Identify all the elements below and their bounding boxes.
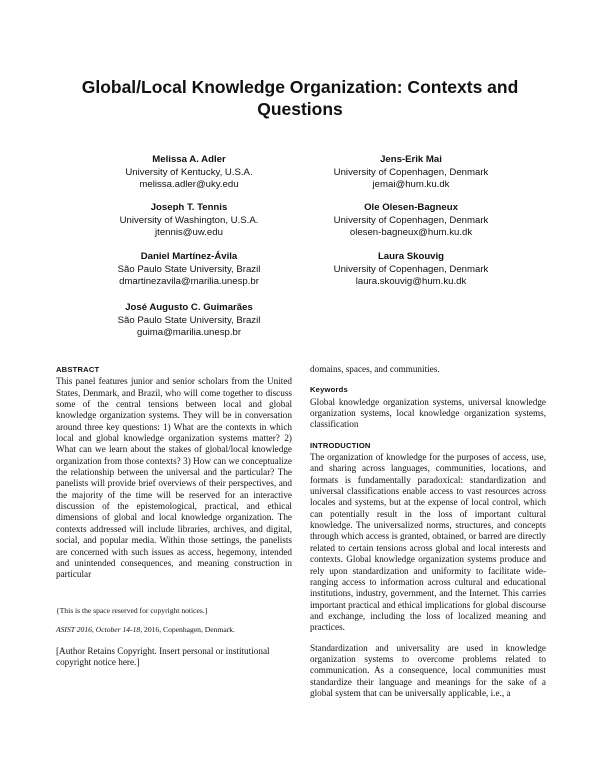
author-block [296, 202, 526, 240]
copyright-notice: {This is the space reserved for copyright notices.] [56, 606, 208, 615]
author-email: olesen-bagneux@hum.ku.dk [349, 227, 473, 239]
author-name: Daniel Martínez-Ávila [140, 251, 238, 262]
conference-line [56, 625, 292, 635]
keywords-heading: Keywords [310, 385, 348, 395]
author-block [74, 154, 304, 192]
abstract-heading: ABSTRACT [56, 365, 100, 374]
author-affiliation: University of Copenhagen, Denmark [333, 214, 489, 226]
author-email: laura.skouvig@hum.ku.dk [355, 276, 467, 288]
author-affiliation: São Paulo State University, Brazil [117, 263, 261, 275]
author-block [74, 202, 304, 240]
author-block [74, 251, 304, 289]
author-email: melissa.adler@uky.edu [139, 179, 239, 191]
author-email: jemai@hum.ku.dk [372, 179, 450, 191]
author-block [74, 302, 304, 340]
keywords-text: Global knowledge organization systems, universal knowledge organization systems, local knowledge organization systems, classification [310, 396, 546, 430]
author-name: Jens-Erik Mai [380, 154, 442, 165]
introduction-heading: INTRODUCTION [310, 440, 371, 450]
abstract-continuation: domains, spaces, and communities. [310, 364, 440, 374]
author-block [296, 154, 526, 192]
left-column [56, 364, 292, 581]
author-affiliation: University of Copenhagen, Denmark [333, 263, 489, 275]
author-affiliation: University of Washington, U.S.A. [119, 214, 259, 226]
author-affiliation: São Paulo State University, Brazil [117, 314, 261, 326]
author-block [296, 251, 526, 289]
abstract-text: This panel features junior and senior scholars from the United States, Denmark, and Brazil, who will come together to discuss some of the central tensions between local and global knowledge organization systems. They will be in conversation around three key questions: 1) What are the contexts in which local and global knowledge organization systems matter? 2) What can we learn about the stakes of global/local knowledge organization from those contexts? 3) How can we conceptualize the relationship between the universal and the particular? The panelists will provide brief overviews of their perspectives, and the majority of the time will be reserved for an interactive discussion of the epistemological, practical, and ethical dimensions of global and local knowledge organization. The contexts addressed will include libraries, archives, and digital, social, and popular media. Within those settings, the panelists are concerned with such issues as access, hegemony, intended and unintended consequences, and meaning construction in particular [56, 376, 292, 580]
author-affiliation: University of Copenhagen, Denmark [333, 166, 489, 178]
conference-name: ASIST 2016, October 14-18, [56, 625, 143, 634]
author-name: Ole Olesen-Bagneux [364, 202, 458, 213]
paper-title: Global/Local Knowledge Organization: Contexts and Questions [81, 77, 519, 119]
author-affiliation: University of Kentucky, U.S.A. [125, 166, 253, 178]
introduction-paragraph: The organization of knowledge for the purposes of access, use, and sharing across languages, communities, locations, and formats is fundamentally paradoxical: standardization and universal classifications enable access to vast resources across locales and systems, but at the expense of local control, which can potentially result in the loss of important cultural knowledge. The universalized norms, structures, and concepts through which access is granted, obtained, or barred are directly related to certain tensions across global and local interests and contexts. Global knowledge organization systems produce and rely upon standardization and uniformity to facilitate wide-ranging access to information across cultural and educational institutions, industry, government, and the Internet. This carries important practical and ethical implications for global discourse and exchange, including the loss of localized meaning and practices. [310, 452, 546, 633]
author-email: dmartinezavila@marilia.unesp.br [119, 276, 259, 288]
author-name: Laura Skouvig [377, 251, 445, 262]
author-email: jtennis@uw.edu [155, 227, 223, 239]
right-column [310, 364, 546, 699]
author-email: guima@marilia.unesp.br [136, 327, 242, 339]
introduction-paragraph: Standardization and universality are used in knowledge organization systems to overcome problems related to communication. As a consequence, local communities must standardize their language and meanings for the sake of a global system that can be universally applicable, i.e., a [310, 642, 546, 698]
conference-location: 2016, Copenhagen, Denmark. [142, 625, 235, 634]
author-name: Melissa A. Adler [152, 154, 226, 165]
author-copyright-notice: [Author Retains Copyright. Insert personal or institutional copyright notice here.] [56, 646, 270, 668]
author-name: José Augusto C. Guimarães [125, 302, 253, 313]
copyright-block [56, 606, 292, 669]
author-name: Joseph T. Tennis [150, 202, 228, 213]
